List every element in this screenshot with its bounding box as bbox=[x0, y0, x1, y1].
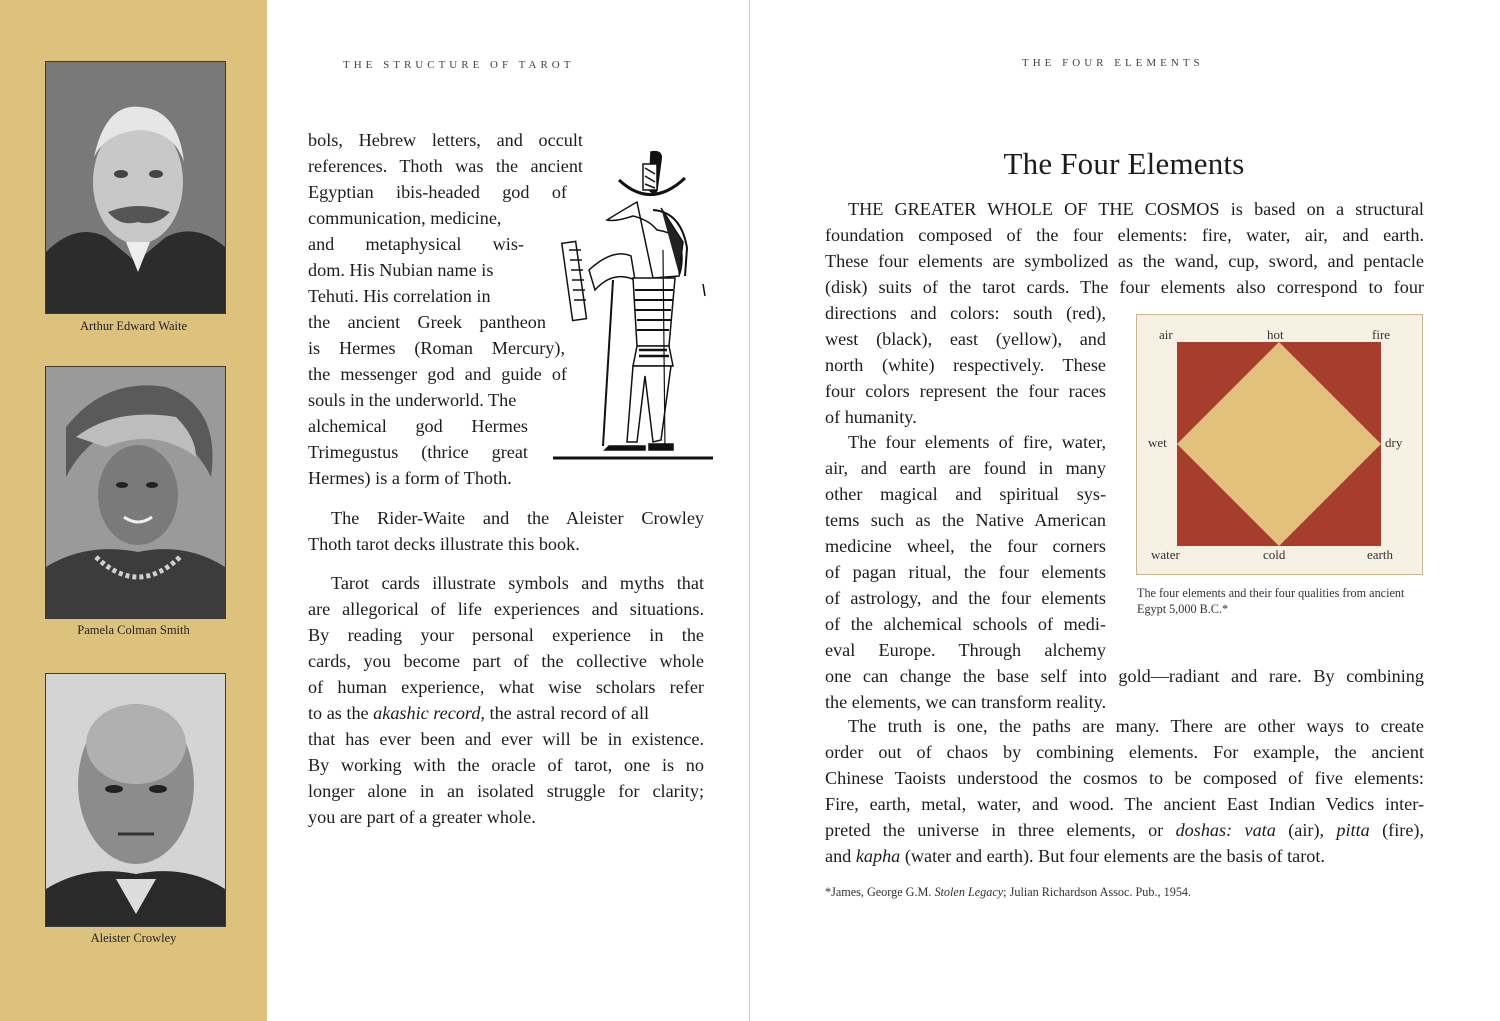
akashic-term: akashic record, bbox=[373, 703, 485, 723]
text-line: is Hermes (Roman Mercury), bbox=[308, 338, 565, 358]
text-line: eval Europe. Through alchemy bbox=[825, 640, 1106, 660]
text-line: communication, medicine, bbox=[308, 208, 502, 228]
doshas-before: preted the universe in three elements, or bbox=[825, 820, 1164, 840]
chapter-title: The Four Elements bbox=[1003, 146, 1245, 181]
doshas-line bbox=[825, 818, 1424, 844]
label-hot: hot bbox=[1267, 327, 1284, 342]
thoth-illustration bbox=[553, 150, 713, 464]
text-line: one can change the base self into gold—radiant and rare. By combining bbox=[825, 666, 1424, 686]
text-line: Trimegustus (thrice great bbox=[308, 442, 528, 462]
four-elements-diagram bbox=[1136, 314, 1423, 575]
kapha-term: kapha bbox=[855, 846, 901, 866]
doshas-air: (air), bbox=[1288, 820, 1325, 840]
text-line: By working with the oracle of tarot, one is no bbox=[308, 755, 704, 775]
text-line: air, and earth are found in many bbox=[825, 458, 1106, 478]
text-line: dom. His Nubian name is bbox=[308, 260, 494, 280]
footnote-author: *James, George G.M. bbox=[825, 885, 932, 899]
text-line: of human experience, what wise scholars refer bbox=[308, 677, 704, 697]
kapha-line bbox=[825, 844, 1325, 870]
page-gutter bbox=[749, 0, 750, 1021]
text-line: of pagan ritual, the four elements bbox=[825, 562, 1106, 582]
diagram-graphic bbox=[1137, 315, 1422, 574]
akashic-line bbox=[308, 701, 649, 727]
text-line: the messenger god and guide of bbox=[308, 364, 567, 384]
text-line: of the alchemical schools of medi- bbox=[825, 614, 1106, 634]
text-line: Chinese Taoists understood the cosmos to be composed of five elements: bbox=[825, 768, 1424, 788]
text-line: Egyptian ibis-headed god of bbox=[308, 182, 567, 202]
text-line: of astrology, and the four elements bbox=[825, 588, 1106, 608]
text-line: the ancient Greek pantheon bbox=[308, 312, 546, 332]
label-water: water bbox=[1151, 547, 1180, 562]
text-line: order out of chaos by combining elements. For example, the ancient bbox=[825, 742, 1424, 762]
text-line: Thoth tarot decks illustrate this book. bbox=[308, 534, 580, 554]
text-line: and metaphysical wis- bbox=[308, 234, 524, 254]
text-line: By reading your personal experience in the bbox=[308, 625, 704, 645]
text-line: Tarot cards illustrate symbols and myths that bbox=[331, 573, 704, 593]
text-line: The truth is one, the paths are many. There are other ways to create bbox=[848, 716, 1424, 736]
text-line: directions and colors: south (red), bbox=[825, 303, 1106, 323]
text-line: that has ever been and ever will be in existence. bbox=[308, 729, 704, 749]
text-line: you are part of a greater whole. bbox=[308, 807, 536, 827]
pitta-term: pitta bbox=[1336, 820, 1370, 840]
text-line: souls in the underworld. The bbox=[308, 390, 517, 410]
text-line: medicine wheel, the four corners bbox=[825, 536, 1106, 556]
text-line: Hermes) is a form of Thoth. bbox=[308, 468, 512, 488]
text-line: the elements, we can transform reality. bbox=[825, 692, 1107, 712]
right-running-head: THE FOUR ELEMENTS bbox=[1022, 57, 1204, 69]
text-line: of humanity. bbox=[825, 407, 917, 427]
kapha-after: (water and earth). But four elements are the basis of tarot. bbox=[904, 846, 1325, 866]
akashic-before: to as the bbox=[308, 703, 369, 723]
footnote-title: Stolen Legacy bbox=[934, 885, 1004, 899]
doshas-fire: (fire), bbox=[1382, 820, 1425, 840]
text-line: references. Thoth was the ancient bbox=[308, 156, 583, 176]
text-line: (disk) suits of the tarot cards. The four elements also correspond to four bbox=[825, 277, 1424, 297]
text-line: tems such as the Native American bbox=[825, 510, 1106, 530]
text-line: west (black), east (yellow), and bbox=[825, 329, 1106, 349]
crowley-caption: Aleister Crowley bbox=[90, 931, 177, 945]
left-running-head: THE STRUCTURE OF TAROT bbox=[343, 59, 575, 71]
text-line: other magical and spiritual sys- bbox=[825, 484, 1106, 504]
text-line: The Rider-Waite and the Aleister Crowley bbox=[331, 508, 704, 528]
text-line: longer alone in an isolated struggle for clarity; bbox=[308, 781, 704, 801]
label-fire: fire bbox=[1372, 327, 1391, 342]
text-line: bols, Hebrew letters, and occult bbox=[308, 130, 583, 150]
text-line: THE GREATER WHOLE OF THE COSMOS is based on a structural bbox=[848, 199, 1424, 219]
text-line: Fire, earth, metal, water, and wood. The ancient East Indian Vedics inter- bbox=[825, 794, 1424, 814]
text-line: alchemical god Hermes bbox=[308, 416, 528, 436]
text-line: north (white) respectively. These bbox=[825, 355, 1106, 375]
label-dry: dry bbox=[1385, 435, 1403, 450]
label-wet: wet bbox=[1148, 435, 1167, 450]
akashic-after: the astral record of all bbox=[489, 703, 650, 723]
label-air: air bbox=[1159, 327, 1173, 342]
text-line: Tehuti. His correlation in bbox=[308, 286, 491, 306]
doshas-term: doshas: vata bbox=[1175, 820, 1276, 840]
smith-portrait bbox=[45, 366, 226, 619]
figure-caption: The four elements and their four qualities from ancient Egypt 5,000 B.C.* bbox=[1137, 586, 1405, 616]
text-line: The four elements of fire, water, bbox=[848, 432, 1106, 452]
label-cold: cold bbox=[1263, 547, 1286, 562]
text-line: These four elements are symbolized as the wand, cup, sword, and pentacle bbox=[825, 251, 1424, 271]
text-line: are allegorical of life experiences and situations. bbox=[308, 599, 704, 619]
text-line: four colors represent the four races bbox=[825, 381, 1106, 401]
smith-caption: Pamela Colman Smith bbox=[77, 623, 190, 637]
text-line: foundation composed of the four elements: fire, water, air, and earth. bbox=[825, 225, 1424, 245]
text-line: cards, you become part of the collective whole bbox=[308, 651, 704, 671]
footnote-publisher: ; Julian Richardson Assoc. Pub., 1954. bbox=[1003, 885, 1192, 899]
footnote bbox=[825, 885, 1191, 900]
crowley-portrait bbox=[45, 673, 226, 927]
waite-portrait bbox=[45, 61, 226, 314]
kapha-and: and bbox=[825, 846, 852, 866]
waite-caption: Arthur Edward Waite bbox=[79, 319, 188, 333]
label-earth: earth bbox=[1367, 547, 1393, 562]
